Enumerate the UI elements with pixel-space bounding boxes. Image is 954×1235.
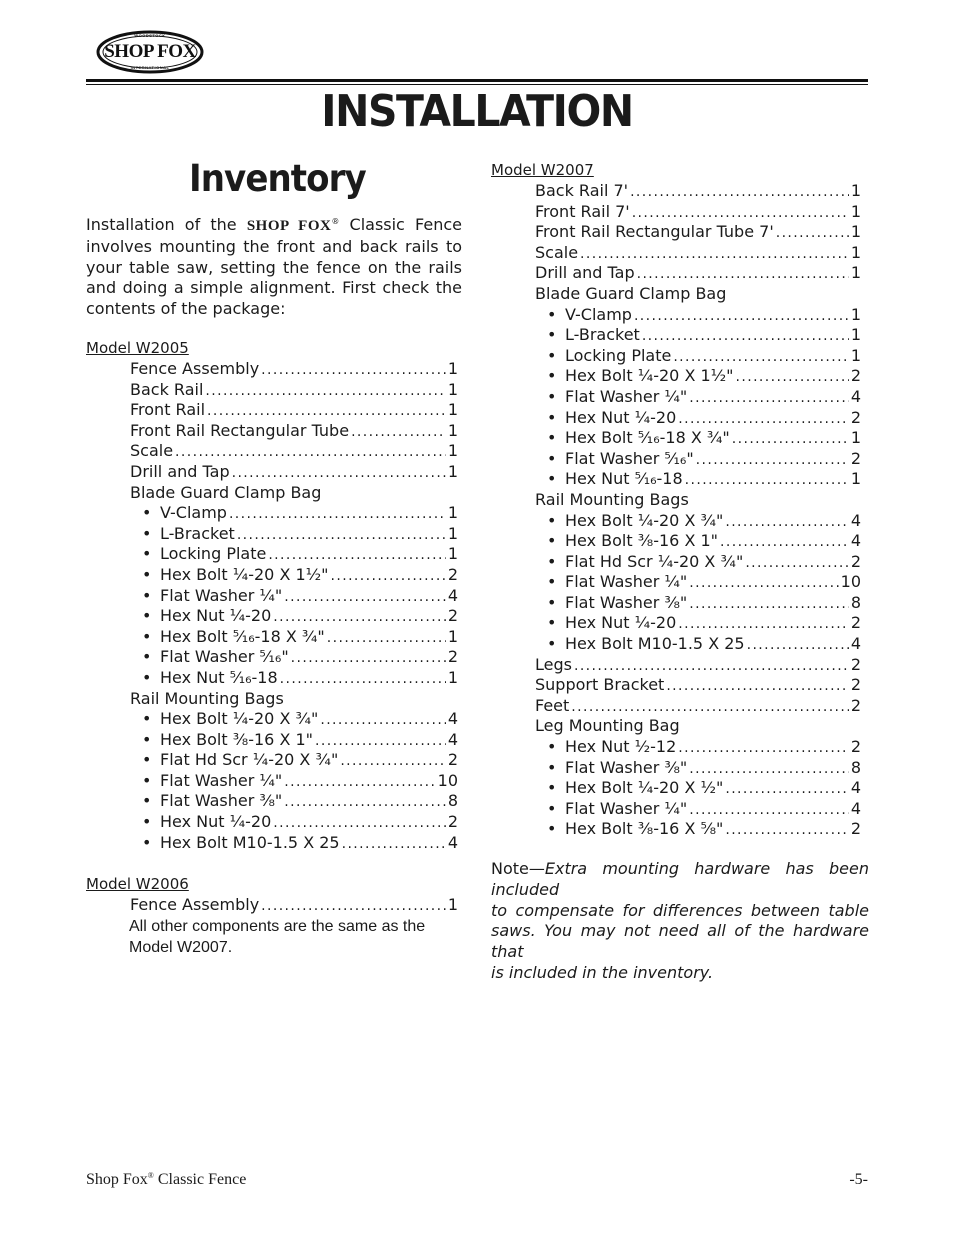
leader-dots: [237, 525, 446, 546]
leader-dots: [678, 738, 849, 759]
inventory-item: [491, 284, 861, 305]
item-name: Rail Mounting Bags: [535, 489, 689, 509]
leader-dots: [351, 422, 446, 443]
leader-dots: [745, 553, 848, 574]
leader-dots: [689, 800, 849, 821]
item-name: V-Clamp: [565, 304, 632, 324]
inventory-subitem: [491, 819, 861, 840]
item-name: Hex Bolt ³⁄₈-16 X ⁵⁄₈": [565, 819, 724, 839]
bullet-icon: •: [142, 544, 152, 564]
section-title: Inventory: [189, 157, 366, 200]
bullet-icon: •: [547, 386, 557, 406]
inventory-subitem: [491, 758, 861, 779]
shop-fox-logo: [96, 30, 204, 74]
inventory-subitem: [491, 449, 861, 470]
leader-dots: [261, 896, 446, 917]
item-name: Hex Nut ⁵⁄₁₆-18: [565, 469, 683, 489]
inventory-subitem: [86, 709, 458, 730]
leader-dots: [327, 628, 446, 649]
inventory-item: [86, 380, 458, 401]
note-label: Note—: [491, 859, 545, 878]
intro-text: Installation of the: [86, 215, 247, 234]
inventory-item: [491, 243, 861, 264]
inventory-subitem: [491, 634, 861, 655]
inventory-subitem: [491, 572, 861, 593]
item-quantity: 2: [447, 564, 458, 584]
item-quantity: 10: [437, 770, 458, 790]
bullet-icon: •: [142, 667, 152, 687]
item-quantity: 4: [447, 729, 458, 749]
inventory-subitem: [491, 737, 861, 758]
item-name: Hex Bolt ³⁄₈-16 X 1": [160, 729, 314, 749]
item-quantity: 2: [447, 647, 458, 667]
item-name: Hex Nut ⁵⁄₁₆-18: [160, 667, 278, 687]
model-w2005-list: [86, 359, 458, 853]
item-name: Front Rail Rectangular Tube 7': [535, 222, 774, 242]
leader-dots: [689, 594, 849, 615]
note-line: [491, 859, 869, 901]
item-quantity: 4: [850, 778, 861, 798]
leader-dots: [632, 203, 849, 224]
bullet-icon: •: [547, 510, 557, 530]
item-name: Drill and Tap: [130, 461, 230, 481]
item-name: Flat Hd Scr ¹⁄₄-20 X ³⁄₄": [160, 750, 339, 770]
bullet-icon: •: [142, 812, 152, 832]
item-name: Hex Bolt ¹⁄₄-20 X 1¹⁄₂": [160, 564, 329, 584]
bullet-icon: •: [142, 750, 152, 770]
item-quantity: 2: [447, 606, 458, 626]
inventory-subitem: [491, 799, 861, 820]
leader-dots: [689, 759, 849, 780]
item-name: Hex Bolt ¹⁄₄-20 X ¹⁄₂": [565, 778, 724, 798]
item-quantity: 8: [850, 757, 861, 777]
leader-dots: [574, 656, 849, 677]
bullet-icon: •: [142, 709, 152, 729]
leader-dots: [315, 731, 446, 752]
bullet-icon: •: [142, 729, 152, 749]
leader-dots: [736, 367, 849, 388]
bullet-icon: •: [142, 770, 152, 790]
header-rule-thin: [86, 84, 868, 85]
item-name: Fence Assembly: [130, 359, 260, 378]
inventory-subitem: [86, 730, 458, 751]
model-w2006-list: [86, 895, 458, 916]
inventory-subitem: [491, 325, 861, 346]
bullet-icon: •: [547, 634, 557, 654]
bullet-icon: •: [142, 791, 152, 811]
item-name: Flat Washer ¹⁄₄": [565, 798, 688, 818]
item-quantity: 1: [447, 461, 458, 481]
bullet-icon: •: [142, 564, 152, 584]
bullet-icon: •: [547, 737, 557, 757]
inventory-subitem: [491, 346, 861, 367]
page-number: -5-: [849, 1171, 868, 1188]
item-quantity: 1: [447, 544, 458, 564]
inventory-subitem: [491, 428, 861, 449]
leader-dots: [273, 813, 446, 834]
leader-dots: [678, 614, 849, 635]
item-name: Hex Bolt M10-1.5 X 25: [565, 634, 745, 654]
inventory-item: [491, 263, 861, 284]
item-quantity: 1: [447, 895, 458, 915]
leader-dots: [725, 779, 848, 800]
note-text: saws. You may not need all of the hardware that: [491, 921, 869, 962]
item-quantity: 1: [850, 263, 861, 283]
item-name: Locking Plate: [160, 544, 267, 564]
leader-dots: [580, 244, 849, 265]
bullet-icon: •: [547, 531, 557, 551]
footer-title: [86, 1171, 246, 1189]
inventory-item: [86, 689, 458, 710]
inventory-item: [86, 359, 458, 380]
item-quantity: 1: [447, 359, 458, 378]
leader-dots: [261, 360, 446, 381]
leader-dots: [634, 306, 849, 327]
inventory-item: [491, 490, 861, 511]
note-line: [491, 901, 869, 922]
item-quantity: 2: [850, 448, 861, 468]
note-line: [491, 963, 869, 984]
item-quantity: 1: [850, 345, 861, 365]
inventory-subitem: [491, 613, 861, 634]
intro-paragraph: [86, 212, 462, 320]
item-quantity: 1: [447, 400, 458, 420]
inventory-subitem: [86, 750, 458, 771]
item-quantity: 1: [850, 325, 861, 345]
leader-dots: [678, 409, 849, 430]
item-quantity: 2: [850, 613, 861, 633]
inventory-subitem: [86, 791, 458, 812]
leader-dots: [732, 429, 849, 450]
bullet-icon: •: [142, 585, 152, 605]
item-quantity: 4: [447, 585, 458, 605]
header-rule-thick: [86, 79, 868, 82]
item-name: Flat Washer ⁵⁄₁₆": [160, 647, 289, 667]
leader-dots: [207, 401, 446, 422]
inventory-subitem: [86, 668, 458, 689]
item-name: Back Rail: [130, 379, 204, 399]
leader-dots: [637, 264, 849, 285]
leader-dots: [205, 381, 445, 402]
bullet-icon: •: [547, 448, 557, 468]
intro-text: Classic Fence: [339, 215, 462, 234]
item-quantity: 1: [850, 222, 861, 242]
leader-dots: [725, 512, 848, 533]
leader-dots: [280, 669, 446, 690]
leader-dots: [720, 532, 849, 553]
item-name: Front Rail 7': [535, 201, 630, 221]
page-title: INSTALLATION: [321, 86, 633, 137]
inventory-item: [86, 441, 458, 462]
leader-dots: [571, 697, 849, 718]
intro-line: and doing a simple alignment. First check the: [86, 278, 462, 298]
leader-dots: [642, 326, 849, 347]
item-quantity: 4: [850, 531, 861, 551]
item-quantity: 1: [850, 242, 861, 262]
intro-line: your table saw, setting the fence on the rails: [86, 257, 462, 277]
item-name: Flat Washer ³⁄₈": [565, 592, 688, 612]
bullet-icon: •: [547, 551, 557, 571]
note-text: is included in the inventory.: [491, 962, 714, 982]
leader-dots: [291, 648, 446, 669]
intro-line: [86, 212, 462, 237]
inventory-subitem: [86, 565, 458, 586]
bullet-icon: •: [547, 757, 557, 777]
inventory-subitem: [86, 503, 458, 524]
inventory-item: [491, 202, 861, 223]
bullet-icon: •: [547, 613, 557, 633]
model-w2007-heading: Model W2007: [491, 161, 594, 179]
inventory-item: [86, 400, 458, 421]
item-quantity: 2: [850, 695, 861, 715]
item-quantity: 2: [850, 366, 861, 386]
inventory-subitem: [491, 305, 861, 326]
inventory-item: [491, 696, 861, 717]
item-quantity: 1: [850, 428, 861, 448]
item-quantity: 4: [850, 386, 861, 406]
item-name: Leg Mounting Bag: [535, 716, 680, 736]
leader-dots: [284, 587, 446, 608]
item-name: Hex Bolt ¹⁄₄-20 X 1¹⁄₂": [565, 366, 734, 386]
leader-dots: [320, 710, 445, 731]
leader-dots: [229, 504, 446, 525]
inventory-subitem: [86, 812, 458, 833]
item-quantity: 1: [447, 667, 458, 687]
inventory-subitem: [86, 647, 458, 668]
leader-dots: [340, 751, 445, 772]
item-name: Support Bracket: [535, 675, 665, 695]
item-quantity: 1: [850, 201, 861, 221]
leader-dots: [331, 566, 446, 587]
item-name: Blade Guard Clamp Bag: [535, 283, 727, 303]
item-name: Flat Washer ¹⁄₄": [565, 386, 688, 406]
item-quantity: 4: [447, 832, 458, 852]
leader-dots: [284, 792, 446, 813]
right-column: [491, 160, 861, 840]
registered-mark: ®: [331, 217, 340, 226]
leader-dots: [268, 545, 445, 566]
left-column: [86, 338, 458, 958]
item-quantity: 1: [447, 503, 458, 523]
model-w2005-heading: Model W2005: [86, 339, 189, 357]
item-name: Flat Washer ³⁄₈": [160, 791, 283, 811]
item-name: Rail Mounting Bags: [130, 688, 284, 708]
bullet-icon: •: [547, 345, 557, 365]
item-quantity: 1: [447, 523, 458, 543]
item-name: Flat Washer ⁵⁄₁₆": [565, 448, 694, 468]
inventory-item: [491, 716, 861, 737]
item-quantity: 4: [447, 709, 458, 729]
bullet-icon: •: [142, 647, 152, 667]
item-name: Hex Nut ¹⁄₂-12: [565, 737, 677, 757]
item-name: Fence Assembly: [130, 895, 260, 915]
logo-arc-bottom: INTERNATIONAL: [130, 65, 170, 70]
leader-dots: [776, 223, 849, 244]
inventory-subitem: [86, 524, 458, 545]
item-name: Legs: [535, 654, 572, 674]
item-name: L-Bracket: [565, 325, 640, 345]
bullet-icon: •: [142, 626, 152, 646]
leader-dots: [685, 470, 849, 491]
leader-dots: [232, 463, 446, 484]
inventory-item: [86, 421, 458, 442]
bullet-icon: •: [547, 407, 557, 427]
inventory-subitem: [86, 627, 458, 648]
footer-brand: Shop Fox: [86, 1171, 148, 1188]
item-quantity: 1: [850, 469, 861, 489]
inventory-subitem: [491, 366, 861, 387]
w2006-note-line: All other components are the same as the: [129, 917, 426, 935]
inventory-subitem: [491, 511, 861, 532]
inventory-subitem: [86, 833, 458, 854]
item-quantity: 1: [850, 181, 861, 200]
item-name: Hex Nut ¹⁄₄-20: [565, 613, 677, 633]
item-name: Hex Bolt ¹⁄₄-20 X ³⁄₄": [160, 709, 319, 729]
item-name: Hex Nut ¹⁄₄-20: [565, 407, 677, 427]
item-name: Feet: [535, 695, 570, 715]
item-name: Hex Bolt ¹⁄₄-20 X ³⁄₄": [565, 510, 724, 530]
item-name: Drill and Tap: [535, 263, 635, 283]
item-quantity: 2: [850, 407, 861, 427]
bullet-icon: •: [547, 428, 557, 448]
note-text: to compensate for differences between table: [491, 900, 869, 920]
inventory-item: [491, 222, 861, 243]
item-name: Flat Hd Scr ¹⁄₄-20 X ³⁄₄": [565, 551, 744, 571]
bullet-icon: •: [547, 325, 557, 345]
bullet-icon: •: [547, 798, 557, 818]
item-quantity: 10: [840, 572, 861, 592]
bullet-icon: •: [142, 832, 152, 852]
inventory-subitem: [491, 408, 861, 429]
item-quantity: 1: [447, 626, 458, 646]
inventory-item: [86, 462, 458, 483]
item-quantity: 4: [850, 798, 861, 818]
item-quantity: 2: [850, 551, 861, 571]
inventory-subitem: [491, 552, 861, 573]
item-name: Locking Plate: [565, 345, 672, 365]
inventory-subitem: [491, 387, 861, 408]
item-quantity: 8: [850, 592, 861, 612]
spacer: [86, 853, 458, 874]
model-w2006-heading: Model W2006: [86, 875, 189, 894]
bullet-icon: •: [547, 366, 557, 386]
inventory-subitem: [86, 771, 458, 792]
note-paragraph: [491, 859, 869, 984]
inventory-subitem: [86, 586, 458, 607]
bullet-icon: •: [547, 819, 557, 839]
bullet-icon: •: [547, 778, 557, 798]
item-name: Back Rail 7': [535, 181, 629, 200]
leader-dots: [273, 607, 446, 628]
leader-dots: [630, 182, 849, 203]
bullet-icon: •: [142, 523, 152, 543]
item-quantity: 2: [850, 737, 861, 757]
item-name: Flat Washer ³⁄₈": [565, 757, 688, 777]
item-name: Scale: [130, 441, 174, 461]
item-name: Blade Guard Clamp Bag: [130, 482, 322, 502]
inventory-item: [491, 181, 861, 202]
item-name: Hex Bolt ³⁄₈-16 X 1": [565, 531, 719, 551]
leader-dots: [747, 635, 849, 656]
item-quantity: 1: [447, 379, 458, 399]
model-w2007-list: [491, 181, 861, 840]
item-name: Hex Bolt ⁵⁄₁₆-18 X ³⁄₄": [160, 626, 325, 646]
intro-line: contents of the package:: [86, 299, 286, 319]
item-name: L-Bracket: [160, 523, 235, 543]
leader-dots: [689, 573, 838, 594]
item-quantity: 2: [447, 812, 458, 832]
inventory-subitem: [86, 606, 458, 627]
item-quantity: 4: [850, 634, 861, 654]
bullet-icon: •: [142, 503, 152, 523]
bullet-icon: •: [547, 572, 557, 592]
bullet-icon: •: [547, 304, 557, 324]
item-name: Flat Washer ¹⁄₄": [160, 585, 283, 605]
leader-dots: [689, 388, 849, 409]
logo-arc-top: WOODSTOCK: [134, 33, 166, 38]
item-name: Front Rail Rectangular Tube: [130, 420, 350, 440]
item-quantity: 1: [447, 441, 458, 461]
item-name: Flat Washer ¹⁄₄": [160, 770, 283, 790]
item-name: Hex Bolt M10-1.5 X 25: [160, 832, 340, 852]
leader-dots: [666, 676, 849, 697]
item-name: Flat Washer ¹⁄₄": [565, 572, 688, 592]
note-line: [491, 921, 869, 963]
item-quantity: 2: [850, 654, 861, 674]
item-name: Front Rail: [130, 400, 206, 420]
item-name: Hex Nut ¹⁄₄-20: [160, 812, 272, 832]
leader-dots: [284, 772, 435, 793]
item-quantity: 2: [447, 750, 458, 770]
intro-line: involves mounting the front and back rails to: [86, 236, 462, 256]
logo-brand: SHOP FOX: [104, 41, 196, 62]
brand-name: SHOP FOX: [246, 218, 332, 234]
note-text: Extra mounting hardware has been included: [491, 859, 869, 899]
item-quantity: 1: [850, 304, 861, 324]
leader-dots: [725, 820, 848, 841]
item-name: Hex Nut ¹⁄₄-20: [160, 606, 272, 626]
registered-mark: ®: [147, 1171, 154, 1180]
bullet-icon: •: [142, 606, 152, 626]
item-name: Hex Bolt ⁵⁄₁₆-18 X ³⁄₄": [565, 428, 730, 448]
leader-dots: [175, 442, 446, 463]
item-quantity: 4: [850, 510, 861, 530]
inventory-subitem: [491, 778, 861, 799]
leader-dots: [696, 450, 849, 471]
inventory-subitem: [491, 593, 861, 614]
footer-product: Classic Fence: [153, 1171, 247, 1188]
item-name: Scale: [535, 242, 579, 262]
item-quantity: 2: [850, 819, 861, 839]
inventory-item: [491, 675, 861, 696]
item-quantity: 1: [447, 420, 458, 440]
item-name: V-Clamp: [160, 503, 227, 523]
bullet-icon: •: [547, 469, 557, 489]
bullet-icon: •: [547, 592, 557, 612]
leader-dots: [342, 834, 446, 855]
w2006-note-line: Model W2007.: [129, 938, 233, 956]
inventory-subitem: [86, 544, 458, 565]
leader-dots: [673, 347, 848, 368]
inventory-item: [86, 895, 458, 916]
item-quantity: 8: [447, 791, 458, 811]
inventory-item: [491, 655, 861, 676]
item-quantity: 2: [850, 675, 861, 695]
inventory-subitem: [491, 531, 861, 552]
inventory-item: [86, 483, 458, 504]
inventory-subitem: [491, 469, 861, 490]
